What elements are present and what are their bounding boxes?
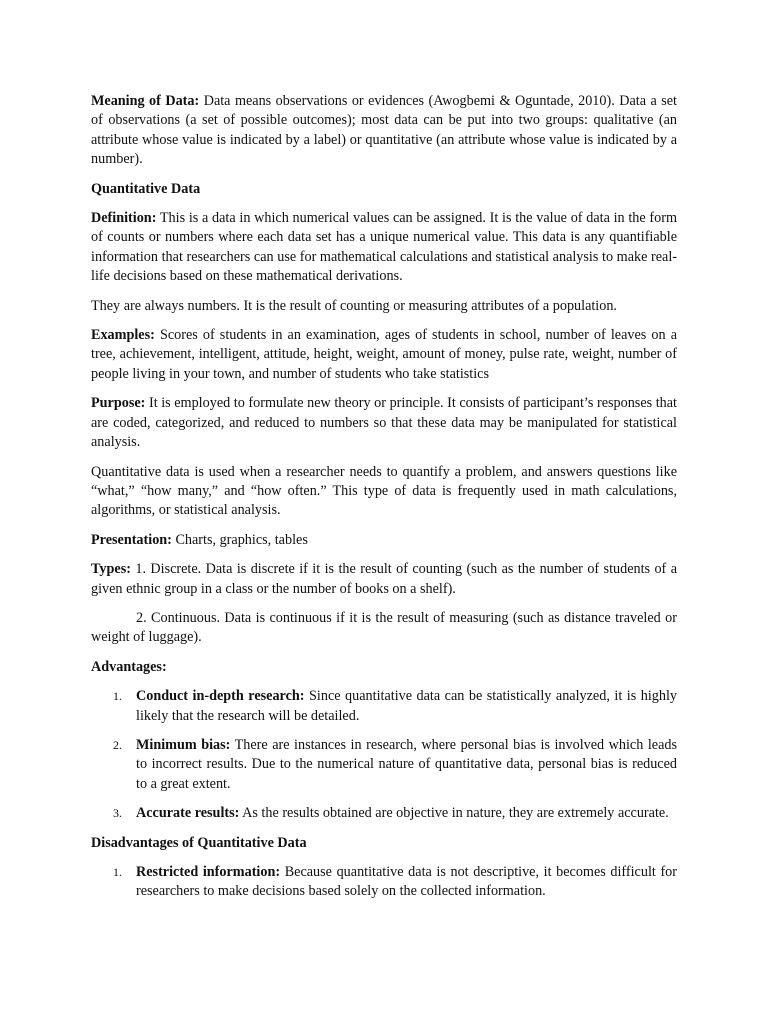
examples-label: Examples:: [91, 327, 155, 344]
disadvantages-heading: Disadvantages of Quantitative Data: [91, 834, 307, 851]
list-item-text: As the results obtained are objective in nature, they are extremely accurate.: [239, 805, 669, 822]
presentation-label: Presentation:: [91, 531, 172, 548]
meaning-paragraph: [91, 92, 677, 170]
list-item-label: Minimum bias:: [136, 736, 231, 753]
types-discrete-text: 1. Discrete. Data is discrete if it is the result of counting (such as the number of students of a given ethnic group in a class or the number of books on a shelf).: [91, 561, 677, 597]
list-item-number: 1.: [113, 689, 122, 704]
usage-paragraph: Quantitative data is used when a researcher needs to quantify a problem, and answers questions like “what,” “how many,” and “how often.” This type of data is frequently used in math calculations, algorithms, or statistical analysis.: [91, 463, 677, 519]
list-item-text: There are instances in research, where personal bias is involved which leads to incorrect results. Due to the numerical nature of quantitative data, personal bias is reduced to a great extent.: [136, 736, 677, 792]
quantitative-data-heading: Quantitative Data: [91, 180, 201, 197]
list-item-text: Because quantitative data is not descriptive, it becomes difficult for researchers to make decisions based solely on the collected information.: [136, 864, 677, 900]
meaning-label: Meaning of Data:: [91, 93, 200, 109]
list-item-number: 1.: [113, 865, 122, 879]
list-item-text: Since quantitative data can be statistically analyzed, it is highly likely that the research will be detailed.: [136, 688, 678, 724]
list-item-number: 3.: [113, 806, 122, 821]
list-item-label: Restricted information:: [136, 864, 281, 880]
disadvantages-list: [91, 863, 677, 902]
types-continuous-paragraph: 2. Continuous. Data is continuous if it is the result of measuring (such as distance traveled or weight of luggage).: [91, 609, 677, 646]
purpose-paragraph: [91, 394, 677, 452]
definition-paragraph: [91, 209, 677, 287]
meaning-text: Data means observations or evidences (Awogbemi & Oguntade, 2010). Data a set of observations (a set of possible outcomes); most data can be put into two groups: qualitative (an attribute whose value is indicated by a label) or quantitative (an attribute whose value is indicated by a number).: [91, 93, 677, 168]
list-item-label: Conduct in-depth research:: [136, 688, 305, 705]
presentation-paragraph: [91, 531, 677, 550]
presentation-text: Charts, graphics, tables: [171, 531, 308, 548]
examples-text: Scores of students in an examination, ages of students in school, number of leaves on a tree, achievement, intelligent, attitude, height, weight, amount of money, pulse rate, weight, number of people living in your town, and number of students who take statistics: [91, 327, 677, 382]
list-item: [91, 804, 677, 823]
list-item-number: 2.: [113, 737, 122, 752]
purpose-label: Purpose:: [91, 395, 146, 412]
advantages-heading: Advantages:: [91, 658, 167, 675]
types-label: Types:: [91, 561, 131, 578]
definition-label: Definition:: [91, 210, 157, 227]
list-item: [91, 687, 677, 726]
types-paragraph: [91, 560, 677, 599]
purpose-text: It is employed to formulate new theory or principle. It consists of participant’s responses that are coded, categorized, and reduced to numbers so that these data may be manipulated for statistical analysis.: [91, 395, 677, 451]
list-item-label: Accurate results:: [136, 805, 240, 822]
definition-text: This is a data in which numerical values can be assigned. It is the value of data in the form of counts or numbers where each data set has a unique numerical value. This data is any quantifiable information that researchers can use for mathematical calculations and statistical analysis to make real-life decisions based on these mathematical derivations.: [91, 210, 677, 285]
always-numbers-paragraph: They are always numbers. It is the result of counting or measuring attributes of a population.: [91, 297, 617, 314]
advantages-list: [91, 687, 677, 823]
list-item: [91, 863, 677, 902]
list-item: [91, 736, 677, 794]
examples-paragraph: [91, 326, 677, 384]
